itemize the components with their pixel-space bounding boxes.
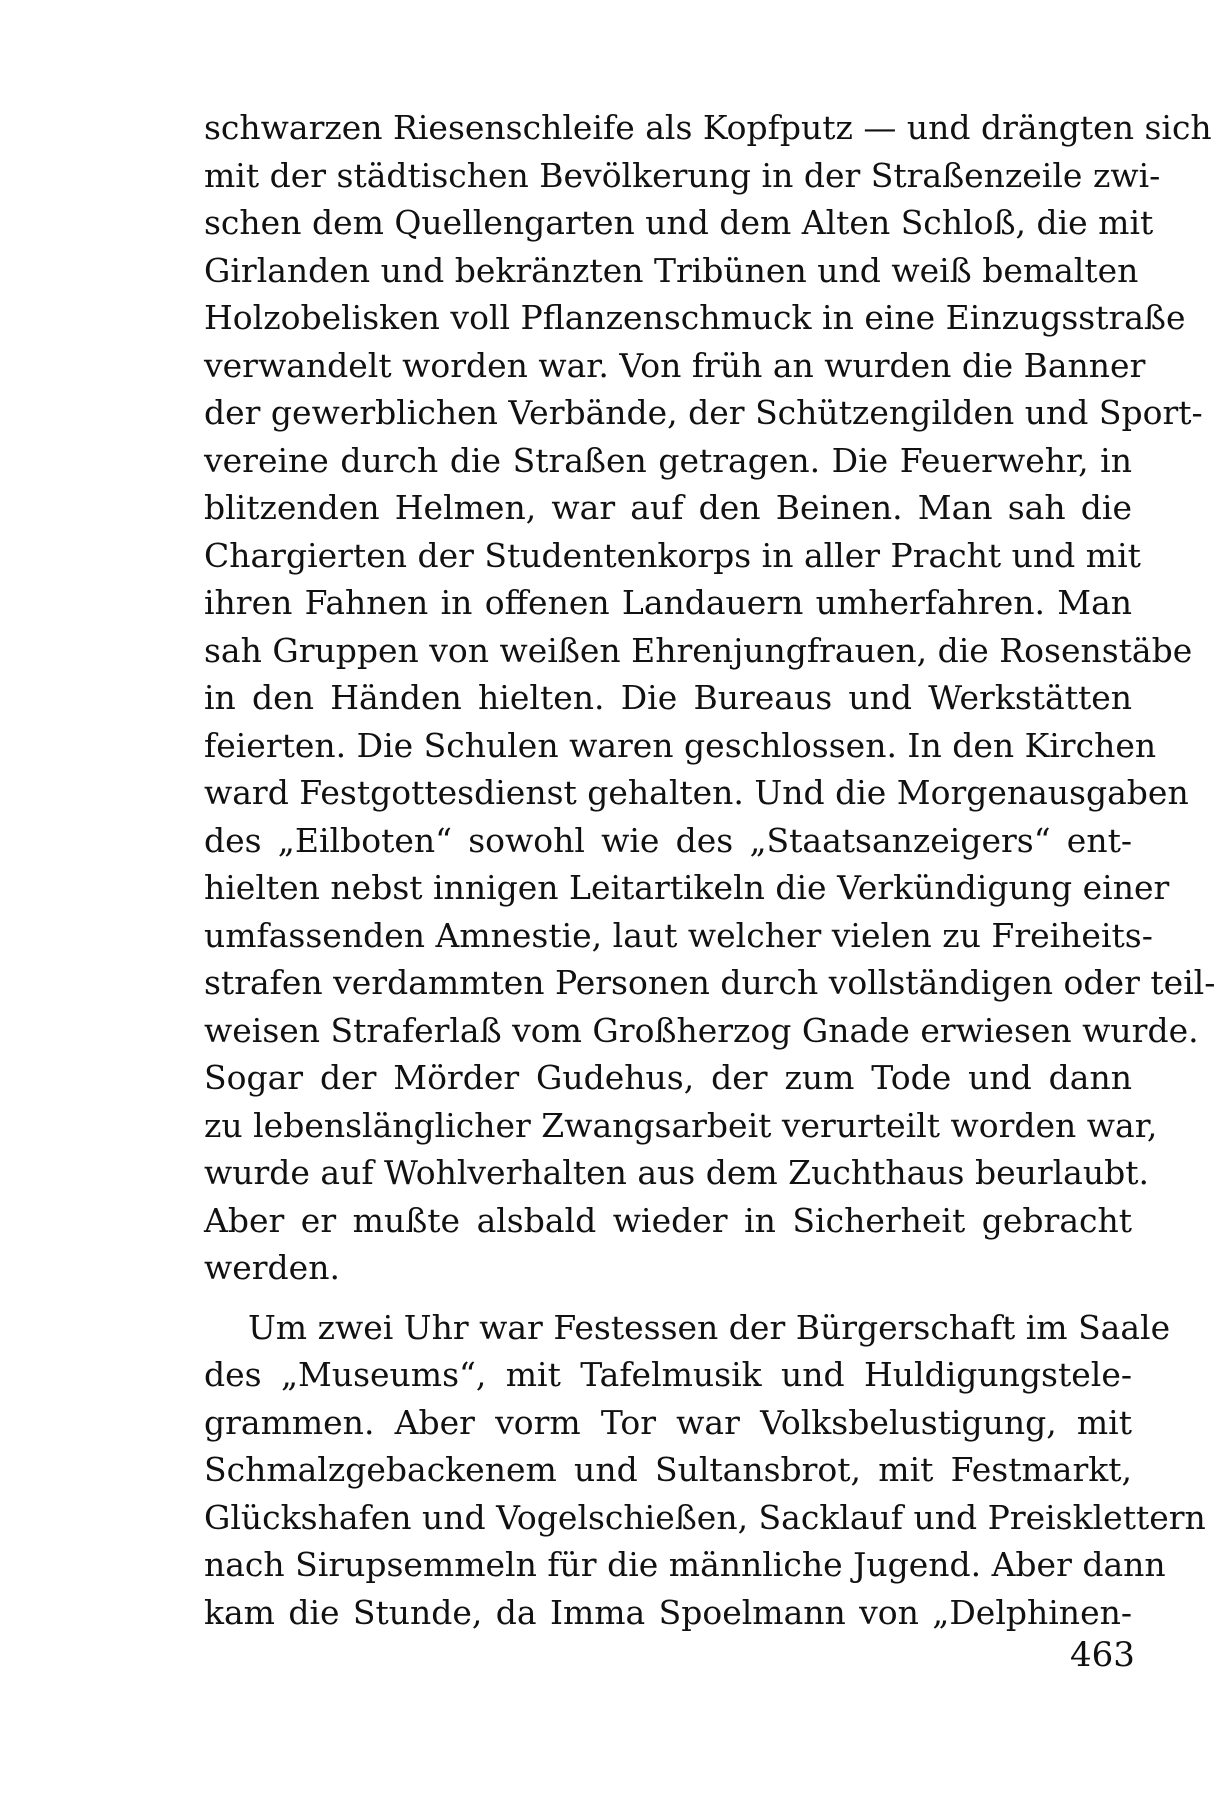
text-line: schen dem Quellengarten und dem Alten Schloß, die mit: [204, 203, 1154, 242]
text-line: wurde auf Wohlverhalten aus dem Zuchthaus beurlaubt.: [204, 1153, 1149, 1192]
text-line: blitzenden Helmen, war auf den Beinen. Man sah die: [204, 488, 1132, 527]
text-line: nach Sirupsemmeln für die männliche Jugend. Aber dann: [204, 1545, 1166, 1584]
text-line: ward Festgottesdienst gehalten. Und die Morgenausgaben: [204, 773, 1189, 812]
text-line: verwandelt worden war. Von früh an wurden die Banner: [204, 345, 1146, 385]
text-line: Chargierten der Studentenkorps in aller Pracht und mit: [204, 535, 1141, 575]
text-line: mit der städtischen Bevölkerung in der Straßenzeile zwi-: [204, 155, 1161, 195]
body-text: [204, 104, 1216, 1636]
text-line: vereine durch die Straßen getragen. Die Feuerwehr, in: [204, 440, 1132, 480]
page-number: 463: [1070, 1635, 1135, 1675]
text-line: schwarzen Riesenschleife als Kopfputz — und drängten sich: [204, 108, 1212, 147]
text-line: ihren Fahnen in offenen Landauern umherfahren. Man: [204, 583, 1132, 622]
text-line: werden.: [204, 1248, 340, 1287]
text-line: weisen Straferlaß vom Großherzog Gnade erwiesen wurde.: [204, 1010, 1199, 1050]
text-line: Aber er mußte alsbald wieder in Sicherheit gebracht: [204, 1200, 1132, 1240]
text-line: Sogar der Mörder Gudehus, der zum Tode und dann: [204, 1058, 1132, 1097]
text-line: grammen. Aber vorm Tor war Volksbelustigung, mit: [204, 1402, 1132, 1442]
text-line: Girlanden und bekränzten Tribünen und weiß bemalten: [204, 250, 1139, 290]
text-line: feierten. Die Schulen waren geschlossen. In den Kirchen: [204, 725, 1157, 765]
text-line: des „Eilboten“ sowohl wie des „Staatsanzeigers“ ent-: [204, 820, 1132, 860]
text-line: sah Gruppen von weißen Ehrenjungfrauen, die Rosenstäbe: [204, 630, 1193, 670]
text-line: Glückshafen und Vogelschießen, Sacklauf und Preisklettern: [204, 1497, 1206, 1537]
text-line: Schmalzgebackenem und Sultansbrot, mit Festmarkt,: [204, 1450, 1132, 1489]
paragraph-1: [204, 104, 1216, 1292]
paragraph-2: [204, 1304, 1206, 1637]
text-line: Um zwei Uhr war Festessen der Bürgerschaft im Saale: [248, 1307, 1171, 1347]
text-line: hielten nebst innigen Leitartikeln die Verkündigung einer: [204, 868, 1170, 907]
paragraph-gap: [204, 1292, 1132, 1304]
text-line: des „Museums“, mit Tafelmusik und Huldigungstele-: [204, 1355, 1132, 1394]
text-line: strafen verdammten Personen durch vollständigen oder teil-: [204, 963, 1216, 1002]
text-line: in den Händen hielten. Die Bureaus und Werkstätten: [204, 678, 1132, 717]
text-line: umfassenden Amnestie, laut welcher vielen zu Freiheits-: [204, 915, 1153, 955]
text-line: der gewerblichen Verbände, der Schützengilden und Sport-: [204, 393, 1203, 432]
text-line: kam die Stunde, da Imma Spoelmann von „Delphinen-: [204, 1592, 1132, 1632]
text-line: zu lebenslänglicher Zwangsarbeit verurteilt worden war,: [204, 1105, 1158, 1145]
text-line: Holzobelisken voll Pflanzenschmuck in eine Einzugsstraße: [204, 298, 1186, 337]
